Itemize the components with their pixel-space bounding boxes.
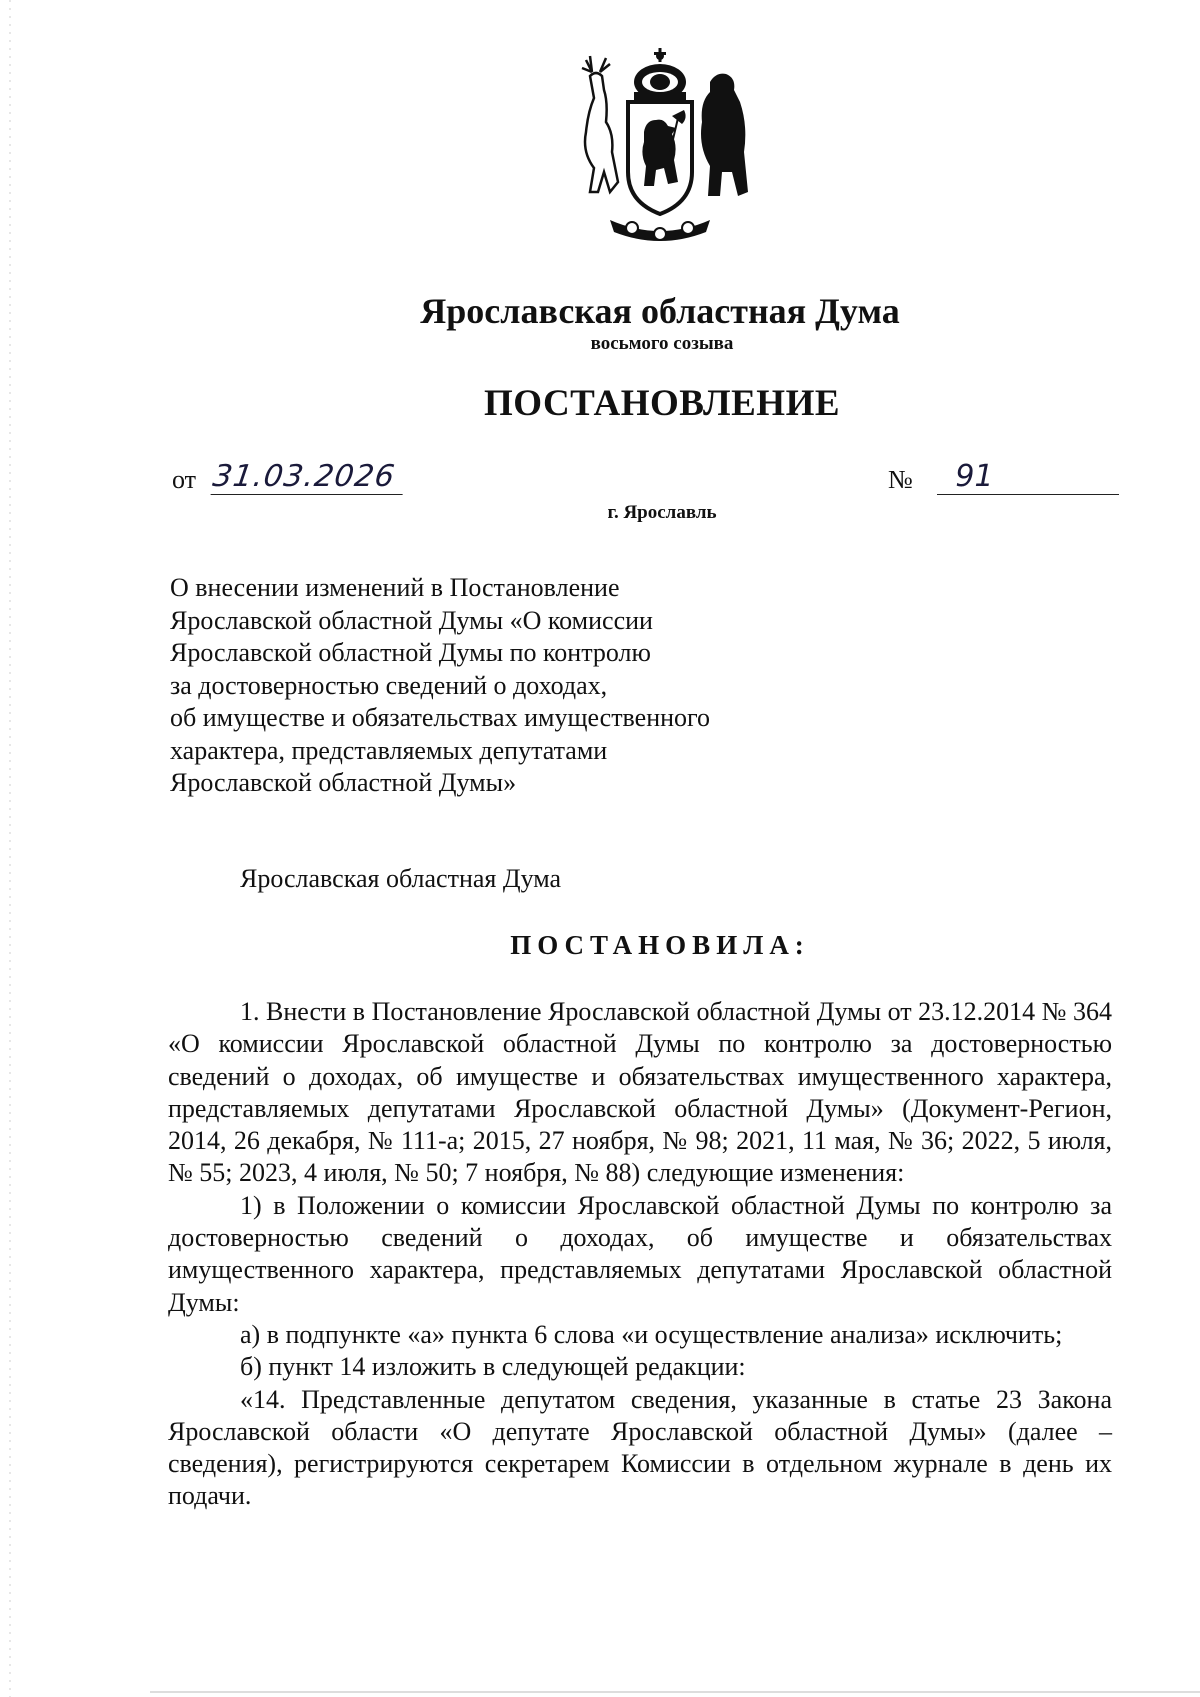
subject-line: об имуществе и обязательствах имущественного — [170, 703, 711, 732]
body-paragraph: 1. Внести в Постановление Ярославской областной Думы от 23.12.2014 № 364 «О комиссии Ярославской областной Думы по контролю за достоверностью сведений о доходах, об имуществе и обязательствах имущественного характера, представляемых депутатами Ярославской областной Думы» (Документ-Регион, 2014, 26 декабря, № 111-а; 2015, 27 ноября, № 98; 2021, 11 мая, № 36; 2022, 5 июля, № 55; 2023, 4 июля, № 50; 7 ноября, № 88) следующие изменения: — [168, 997, 1112, 1188]
city-label: г. Ярославль — [607, 502, 717, 523]
decided-heading: ПОСТАНОВИЛА: — [510, 930, 810, 960]
date-prefix: от — [172, 465, 197, 494]
subject-line: Ярославской областной Думы» — [170, 768, 517, 797]
subject-line: Ярославской областной Думы «О комиссии — [170, 605, 653, 635]
handwritten-number: 91 — [937, 460, 1119, 495]
subject-line: Ярославской областной Думы по контролю — [170, 638, 651, 667]
document-type-heading: ПОСТАНОВЛЕНИЕ — [483, 383, 841, 424]
body-paragraph: 1) в Положении о комиссии Ярославской областной Думы по контролю за достоверностью сведений о доходах, об имуществе и обязательствах имущественного характера, представляемых депутатами Ярославской областной Думы: — [168, 1190, 1112, 1317]
number-field — [888, 460, 1119, 495]
preamble: Ярославская областная Дума — [240, 864, 562, 893]
subject-line: за достоверностью сведений о доходах, — [170, 670, 608, 700]
body-paragraph: б) пункт 14 изложить в следующей редакции: — [240, 1352, 746, 1382]
coat-of-arms-emblem — [560, 42, 760, 252]
org-title: Ярославская областная Дума — [420, 291, 900, 331]
body-paragraph: «14. Представленные депутатом сведения, указанные в статье 23 Закона Ярославской области «О депутате Ярославской областной Думы» (далее – сведения), регистрируются секретарем Комиссии в отдельном журнале в день их подачи. — [168, 1384, 1112, 1511]
document-body — [168, 996, 1112, 1513]
body-paragraph: а) в подпункте «а» пункта 6 слова «и осуществление анализа» исключить; — [240, 1319, 1063, 1349]
subject-block — [170, 572, 710, 800]
subject-line: О внесении изменений в Постановление — [170, 573, 620, 602]
subject-line: характера, представляемых депутатами — [170, 735, 608, 765]
number-prefix: № — [888, 465, 913, 494]
date-field — [172, 460, 405, 495]
handwritten-date: 31.03.2026 — [210, 460, 407, 495]
convocation-subtitle: восьмого созыва — [590, 333, 734, 354]
